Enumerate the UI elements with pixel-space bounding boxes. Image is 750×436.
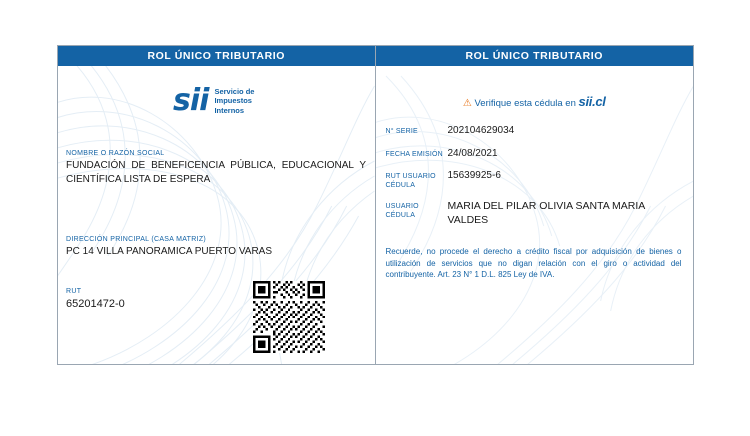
serie-value: 202104629034 [447, 125, 515, 136]
direccion-value: PC 14 VILLA PANORAMICA PUERTO VARAS [66, 246, 273, 257]
left-panel-body [58, 66, 375, 364]
verify-text: Verifique esta cédula en [474, 98, 576, 109]
fecha-emision-label: FECHA EMISIÓN [385, 150, 443, 158]
qr-code-pattern [253, 281, 325, 353]
field-row-serie [386, 124, 686, 138]
certificate-fields [386, 124, 686, 237]
sii-logo-name [214, 87, 254, 115]
certificate-right-panel [376, 46, 694, 364]
sii-logo-acronym: sii [173, 83, 209, 118]
sii-logo-name-line3: Internos [214, 105, 245, 115]
serie-label: N° SERIE [385, 128, 418, 135]
verify-site-link[interactable]: sii.cl [578, 94, 606, 109]
rut-label: RUT [66, 288, 82, 295]
legal-notice: Recuerde, no procede el derecho a crédito fiscal por adquisición de bienes o utilización de servicios que no digan relación con el giro o actividad del contribuyente. Art. 23 N° 1 D.L. 825 Ley de IVA. [385, 247, 682, 280]
rut-value: 65201472-0 [66, 298, 125, 310]
warning-triangle-icon: ⚠ [462, 98, 472, 109]
sii-logo-name-line1: Servicio de [214, 86, 255, 96]
certificate-left-panel [58, 46, 376, 364]
rut-block [66, 288, 226, 312]
usuario-label: USUARIO CÉDULA [385, 203, 419, 220]
rut-usuario-value: 15639925-6 [447, 170, 501, 181]
fecha-emision-value: 24/08/2021 [447, 147, 498, 159]
direccion-label: DIRECCIÓN PRINCIPAL (CASA MATRIZ) [66, 236, 207, 243]
sii-logo [173, 83, 255, 118]
usuario-value: MARIA DEL PILAR OLIVIA SANTA MARIA VALDES [447, 200, 645, 227]
razon-social-value: FUNDACIÓN DE BENEFICENCIA PÚBLICA, EDUCACIONAL Y CIENTÍFICA LISTA DE ESPERA [66, 160, 366, 185]
right-band-title: ROL ÚNICO TRIBUTARIO [376, 46, 694, 66]
right-panel-body [376, 66, 694, 364]
direccion-block [66, 236, 366, 259]
rut-usuario-label: RUT USUARIO CÉDULA [385, 173, 436, 190]
qr-code [253, 281, 325, 353]
field-row-usuario [386, 199, 686, 227]
field-row-fecha-emision [386, 147, 686, 161]
razon-social-block [66, 150, 366, 186]
field-row-rut-usuario [386, 169, 686, 190]
razon-social-label: NOMBRE O RAZÓN SOCIAL [66, 150, 165, 157]
verify-notice [376, 94, 694, 109]
sii-logo-name-line2: Impuestos [214, 96, 252, 106]
rut-certificate [57, 45, 694, 365]
left-band-title: ROL ÚNICO TRIBUTARIO [58, 46, 375, 66]
